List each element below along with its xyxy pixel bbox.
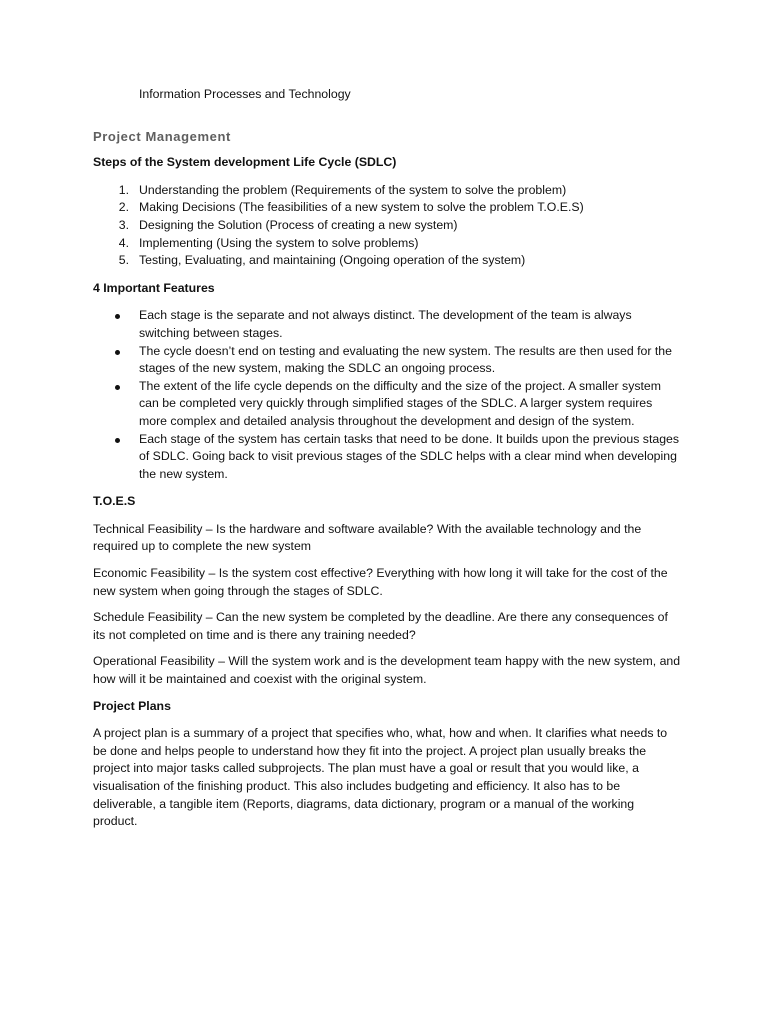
list-item xyxy=(93,343,681,378)
schedule-feasibility-paragraph: Schedule Feasibility – Can the new system be completed by the deadline. Are there any consequences of its not completed on time and is there any training needed? xyxy=(93,610,668,642)
list-item-text: Each stage is the separate and not always distinct. The development of the team is always switching between stages. xyxy=(139,308,632,340)
list-item xyxy=(93,252,681,270)
list-item-text: Each stage of the system has certain tasks that need to be done. It builds upon the previous stages of SDLC. Going back to visit previous stages of the SDLC helps with a clear mind when developing the new system. xyxy=(139,431,680,481)
list-item-text: Implementing (Using the system to solve problems) xyxy=(139,235,419,250)
list-item-text: The cycle doesn’t end on testing and evaluating the new system. The results are then used for the stages of the new system, making the SDLC an ongoing process. xyxy=(139,343,672,376)
document-header: Information Processes and Technology xyxy=(139,87,351,101)
technical-feasibility-paragraph: Technical Feasibility – Is the hardware and software available? With the available technology and the required up to complete the new system xyxy=(93,521,642,554)
list-item xyxy=(93,182,681,200)
sdlc-heading: Steps of the System development Life Cycle (SDLC) xyxy=(93,155,397,170)
list-item xyxy=(93,199,681,217)
project-plans-heading: Project Plans xyxy=(93,698,171,713)
list-item xyxy=(93,217,681,235)
sdlc-steps-list xyxy=(93,182,681,270)
toes-heading: T.O.E.S xyxy=(93,494,136,509)
bullet-icon xyxy=(115,314,120,319)
list-number: 3. xyxy=(118,217,129,232)
project-plans-paragraph: A project plan is a summary of a project that specifies who, what, how and when. It clarifies what needs to be done and helps people to understand how they fit into the project. A project plan usually breaks the project into major tasks called subprojects. The plan must have a goal or result that you would like, a visualisation of the finishing product. This also includes budgeting and efficiency. It also has to be deliverable, a tangible item (Reports, diagrams, data dictionary, program or a manual of the working product. xyxy=(93,726,668,829)
section-title: Project Management xyxy=(93,128,231,144)
list-item-text: Understanding the problem (Requirements of the system to solve the problem) xyxy=(139,182,567,197)
list-item-text: Designing the Solution (Process of creating a new system) xyxy=(139,217,458,232)
bullet-icon xyxy=(115,385,120,390)
list-item xyxy=(93,307,681,342)
list-item xyxy=(93,378,681,431)
list-item xyxy=(93,431,681,484)
features-heading: 4 Important Features xyxy=(93,280,215,295)
list-number: 2. xyxy=(118,200,129,215)
list-number: 4. xyxy=(118,235,129,250)
bullet-icon xyxy=(115,350,120,355)
document-page xyxy=(93,86,681,840)
list-item-text: The extent of the life cycle depends on the difficulty and the size of the project. A smaller system can be completed very quickly through simplified stages of the SDLC. A larger system requires more complex and detailed analysis throughout the development and design of the system. xyxy=(139,378,661,428)
list-number: 1. xyxy=(118,182,129,197)
operational-feasibility-paragraph: Operational Feasibility – Will the system work and is the development team happy with the new system, and how will it be maintained and coexist with the original system. xyxy=(93,654,681,687)
features-list xyxy=(93,307,681,483)
list-item-text: Testing, Evaluating, and maintaining (Ongoing operation of the system) xyxy=(139,253,526,268)
list-item xyxy=(93,235,681,253)
economic-feasibility-paragraph: Economic Feasibility – Is the system cost effective? Everything with how long it will take for the cost of the new system when going through the stages of SDLC. xyxy=(93,566,668,598)
list-number: 5. xyxy=(118,253,129,268)
list-item-text: Making Decisions (The feasibilities of a new system to solve the problem T.O.E.S) xyxy=(139,200,584,215)
bullet-icon xyxy=(115,438,120,443)
